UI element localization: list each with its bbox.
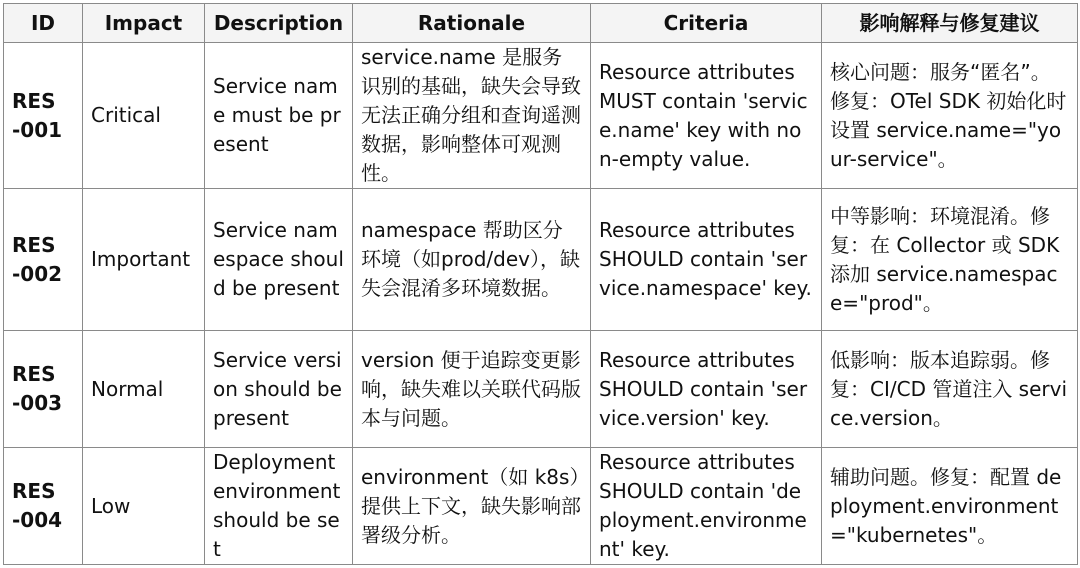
cell-rationale: version 便于追踪变更影响，缺失难以关联代码版本与问题。 bbox=[353, 331, 591, 448]
cell-id: RES -003 bbox=[4, 331, 83, 448]
header-description: Description bbox=[205, 4, 353, 43]
table-row bbox=[4, 448, 1078, 565]
header-advice: 影响解释与修复建议 bbox=[822, 4, 1078, 43]
cell-advice: 核心问题：服务“匿名”。修复：OTel SDK 初始化时设置 service.name="your-service"。 bbox=[822, 43, 1078, 189]
rules-table bbox=[3, 3, 1078, 565]
cell-id: RES -002 bbox=[4, 189, 83, 331]
header-id: ID bbox=[4, 4, 83, 43]
header-impact: Impact bbox=[83, 4, 205, 43]
cell-id: RES -004 bbox=[4, 448, 83, 565]
header-criteria: Criteria bbox=[591, 4, 822, 43]
table-row bbox=[4, 331, 1078, 448]
header-rationale: Rationale bbox=[353, 4, 591, 43]
cell-rationale: service.name 是服务识别的基础，缺失会导致无法正确分组和查询遥测数据，影响整体可观测性。 bbox=[353, 43, 591, 189]
cell-advice: 辅助问题。修复：配置 deployment.environment="kubernetes"。 bbox=[822, 448, 1078, 565]
cell-criteria: Resource attributes SHOULD contain 'service.namespace' key. bbox=[591, 189, 822, 331]
table-row bbox=[4, 189, 1078, 331]
cell-rationale: environment（如 k8s）提供上下文，缺失影响部署级分析。 bbox=[353, 448, 591, 565]
cell-impact: Critical bbox=[83, 43, 205, 189]
cell-id: RES -001 bbox=[4, 43, 83, 189]
cell-description: Service name must be present bbox=[205, 43, 353, 189]
cell-criteria: Resource attributes SHOULD contain 'service.version' key. bbox=[591, 331, 822, 448]
cell-advice: 中等影响：环境混淆。修复：在 Collector 或 SDK 添加 service.namespace="prod"。 bbox=[822, 189, 1078, 331]
cell-criteria: Resource attributes MUST contain 'service.name' key with non-empty value. bbox=[591, 43, 822, 189]
cell-advice: 低影响：版本追踪弱。修复：CI/CD 管道注入 service.version。 bbox=[822, 331, 1078, 448]
table-header-row bbox=[4, 4, 1078, 43]
cell-impact: Normal bbox=[83, 331, 205, 448]
cell-description: Service namespace should be present bbox=[205, 189, 353, 331]
cell-description: Deployment environment should be set bbox=[205, 448, 353, 565]
cell-impact: Important bbox=[83, 189, 205, 331]
table-row bbox=[4, 43, 1078, 189]
cell-rationale: namespace 帮助区分环境（如prod/dev），缺失会混淆多环境数据。 bbox=[353, 189, 591, 331]
cell-criteria: Resource attributes SHOULD contain 'deployment.environment' key. bbox=[591, 448, 822, 565]
cell-impact: Low bbox=[83, 448, 205, 565]
cell-description: Service version should be present bbox=[205, 331, 353, 448]
